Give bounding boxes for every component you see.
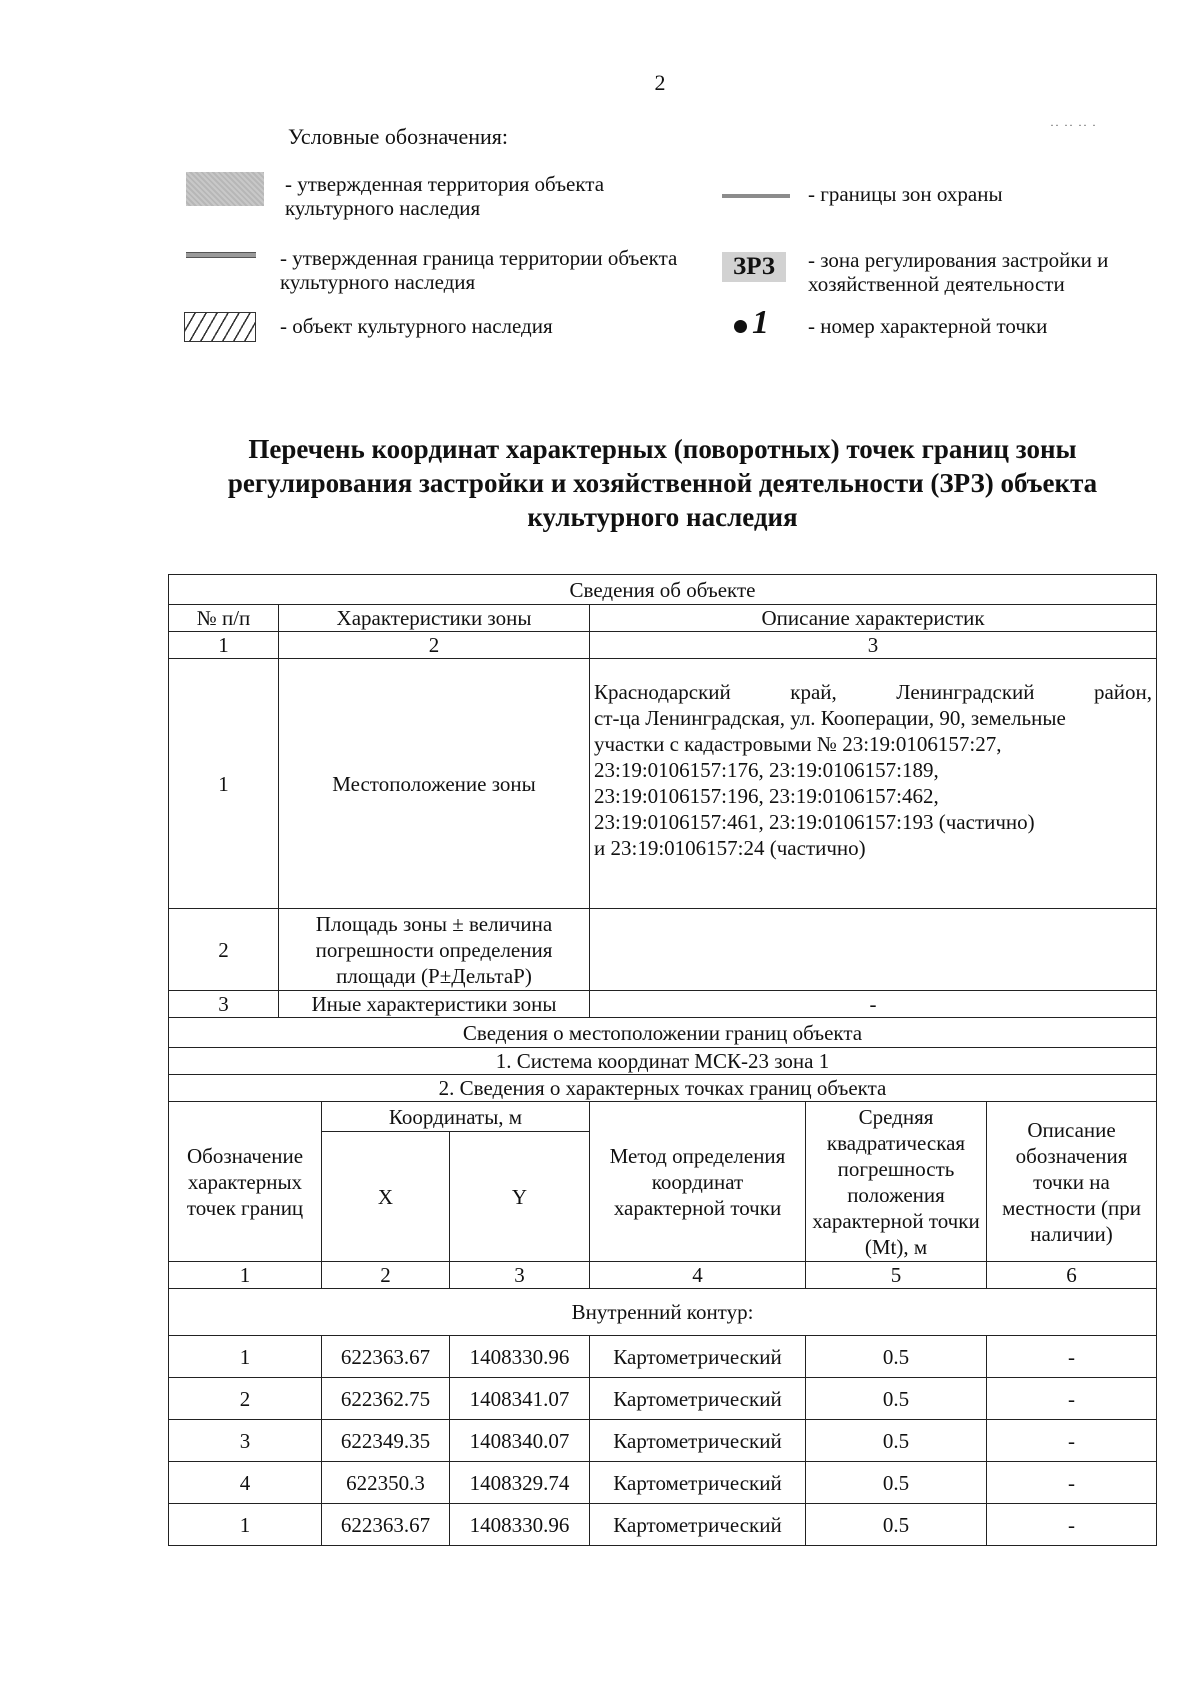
point-number: 1 bbox=[169, 1336, 322, 1378]
description-line: Краснодарский край, Ленинградский район, bbox=[594, 680, 1153, 704]
header-method: Метод определения координат характерной точки bbox=[590, 1102, 806, 1262]
row-num: 2 bbox=[169, 909, 279, 991]
legend-zrz: - зона регулирования застройки и хозяйственной деятельности bbox=[808, 248, 1109, 296]
point-number: 1 bbox=[169, 1504, 322, 1546]
legend-heritage-object: - объект культурного наследия bbox=[280, 314, 553, 338]
contour-label: Внутренний контур: bbox=[169, 1289, 1157, 1336]
row-characteristic: Иные характеристики зоны bbox=[279, 991, 590, 1018]
territory-border-line-icon bbox=[186, 252, 256, 258]
corner-mark: ·· ·· ·· · bbox=[1050, 118, 1097, 132]
page-number: 2 bbox=[654, 70, 666, 95]
point-description: - bbox=[987, 1462, 1157, 1504]
description-line: 23:19:0106157:196, 23:19:0106157:462, bbox=[594, 784, 939, 808]
point-method: Картометрический bbox=[590, 1462, 806, 1504]
colnum-cell: 3 bbox=[450, 1262, 590, 1289]
table-row bbox=[169, 1462, 1157, 1504]
point-y: 1408341.07 bbox=[450, 1378, 590, 1420]
point-x: 622363.67 bbox=[322, 1336, 450, 1378]
row-num: 1 bbox=[169, 659, 279, 909]
point-error: 0.5 bbox=[806, 1504, 987, 1546]
header-x: X bbox=[322, 1132, 450, 1262]
point-method: Картометрический bbox=[590, 1504, 806, 1546]
coordinate-system-row: 1. Система координат МСК-23 зона 1 bbox=[169, 1048, 1157, 1075]
point-method: Картометрический bbox=[590, 1420, 806, 1462]
point-description: - bbox=[987, 1378, 1157, 1420]
point-y: 1408329.74 bbox=[450, 1462, 590, 1504]
section-location-header: Сведения о местоположении границ объекта bbox=[169, 1018, 1157, 1048]
colnum-cell: 6 bbox=[987, 1262, 1157, 1289]
coordinates-table bbox=[168, 574, 1157, 1546]
description-line: участки с кадастровыми № 23:19:0106157:27, bbox=[594, 732, 1002, 756]
row-characteristic: Местоположение зоны bbox=[279, 659, 590, 909]
protection-zone-line-icon bbox=[722, 194, 790, 198]
point-number: 2 bbox=[169, 1378, 322, 1420]
colnum-cell: 1 bbox=[169, 1262, 322, 1289]
description-line: 23:19:0106157:461, 23:19:0106157:193 (частично) bbox=[594, 810, 1035, 834]
document-heading: Перечень координат характерных (поворотных) точек границ зоны регулирования застройки и хозяйственной деятельности (ЗРЗ) объекта культурного наследия bbox=[227, 434, 1098, 532]
point-dot-icon bbox=[734, 320, 747, 333]
point-y: 1408340.07 bbox=[450, 1420, 590, 1462]
description-line: 23:19:0106157:176, 23:19:0106157:189, bbox=[594, 758, 939, 782]
table-row bbox=[169, 1504, 1157, 1546]
colnum-cell: 2 bbox=[279, 632, 590, 659]
section-object-header: Сведения об объекте bbox=[169, 575, 1157, 605]
point-error: 0.5 bbox=[806, 1336, 987, 1378]
zrz-symbol-icon: ЗРЗ bbox=[722, 252, 786, 282]
header-designation: Обозначение характерных точек границ bbox=[169, 1102, 322, 1262]
point-number: 3 bbox=[169, 1420, 322, 1462]
table-row bbox=[169, 1420, 1157, 1462]
point-description: - bbox=[987, 1420, 1157, 1462]
point-y: 1408330.96 bbox=[450, 1336, 590, 1378]
point-error: 0.5 bbox=[806, 1378, 987, 1420]
point-error: 0.5 bbox=[806, 1420, 987, 1462]
point-error: 0.5 bbox=[806, 1462, 987, 1504]
points-section-header: 2. Сведения о характерных точках границ объекта bbox=[169, 1075, 1157, 1102]
point-description: - bbox=[987, 1504, 1157, 1546]
legend-title: Условные обозначения: bbox=[288, 124, 509, 149]
row-description: - bbox=[590, 991, 1157, 1018]
legend-territory-border: - утвержденная граница территории объекта культурного наследия bbox=[280, 246, 678, 294]
heritage-object-hatch-icon bbox=[184, 312, 256, 342]
point-method: Картометрический bbox=[590, 1378, 806, 1420]
header-description: Описание характеристик bbox=[590, 605, 1157, 632]
header-num: № п/п bbox=[169, 605, 279, 632]
table-row bbox=[169, 1336, 1157, 1378]
legend-territory: - утвержденная территория объекта культурного наследия bbox=[285, 172, 605, 220]
table-row bbox=[169, 1378, 1157, 1420]
colnum-cell: 4 bbox=[590, 1262, 806, 1289]
legend-protection-zone: - границы зон охраны bbox=[808, 182, 1003, 206]
row-description bbox=[590, 909, 1157, 991]
point-number: 4 bbox=[169, 1462, 322, 1504]
point-x: 622350.3 bbox=[322, 1462, 450, 1504]
description-line: и 23:19:0106157:24 (частично) bbox=[594, 836, 866, 860]
colnum-cell: 3 bbox=[590, 632, 1157, 659]
legend-point-number: - номер характерной точки bbox=[808, 314, 1048, 338]
colnum-cell: 1 bbox=[169, 632, 279, 659]
row-characteristic: Площадь зоны ± величина погрешности определения площади (Р±ДельтаР) bbox=[279, 909, 590, 991]
point-x: 622362.75 bbox=[322, 1378, 450, 1420]
header-error: Средняя квадратическая погрешность положения характерной точки (Mt), м bbox=[806, 1102, 987, 1262]
point-method: Картометрический bbox=[590, 1336, 806, 1378]
point-y: 1408330.96 bbox=[450, 1504, 590, 1546]
row-description bbox=[590, 659, 1157, 909]
header-point-description: Описание обозначения точки на местности (при наличии) bbox=[987, 1102, 1157, 1262]
colnum-cell: 5 bbox=[806, 1262, 987, 1289]
header-y: Y bbox=[450, 1132, 590, 1262]
header-coordinates: Координаты, м bbox=[322, 1102, 590, 1132]
point-number-symbol: 1 bbox=[752, 304, 769, 341]
point-x: 622349.35 bbox=[322, 1420, 450, 1462]
description-line: ст-ца Ленинградская, ул. Кооперации, 90, земельные bbox=[594, 706, 1066, 730]
point-x: 622363.67 bbox=[322, 1504, 450, 1546]
header-characteristic: Характеристики зоны bbox=[279, 605, 590, 632]
row-num: 3 bbox=[169, 991, 279, 1018]
territory-symbol-icon bbox=[186, 172, 264, 206]
colnum-cell: 2 bbox=[322, 1262, 450, 1289]
point-description: - bbox=[987, 1336, 1157, 1378]
